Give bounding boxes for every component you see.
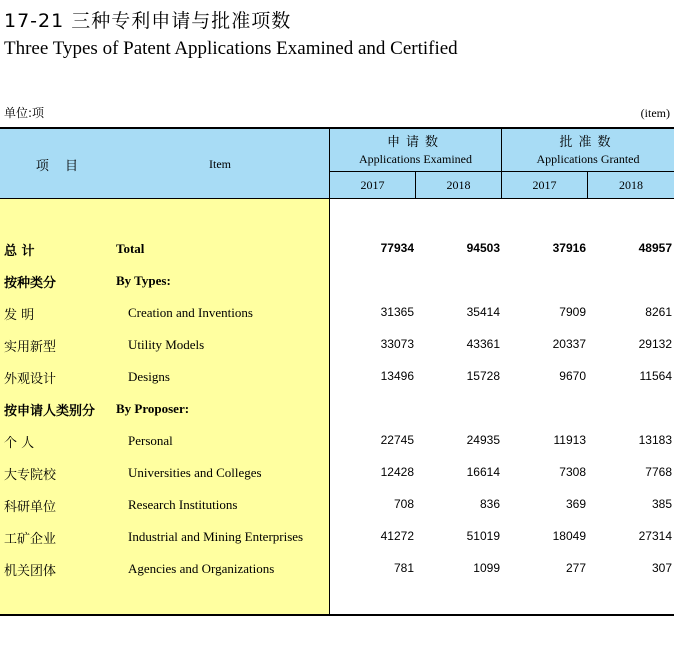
row-label-english: Designs (128, 369, 170, 384)
header-year-granted-2018: 2018 (619, 178, 643, 192)
cell-granted-2018: 385 (651, 497, 672, 511)
row-label-english: Agencies and Organizations (128, 561, 275, 576)
cell-examined-2018: 836 (479, 497, 500, 511)
row-label-chinese: 总 计 (4, 244, 35, 259)
unit-label-english: (item) (640, 106, 670, 120)
table-title-english: Three Types of Patent Applications Examined and Certified (4, 38, 458, 59)
row-label-english: Creation and Inventions (128, 305, 253, 320)
cell-examined-2017: 22745 (380, 433, 414, 447)
header-granted-english: Applications Granted (536, 152, 640, 166)
year-row-rule (330, 171, 674, 172)
cell-granted-2018: 27314 (638, 529, 672, 543)
cell-granted-2017: 7308 (559, 465, 586, 479)
table-row (0, 464, 674, 484)
row-label-english: Total (116, 241, 145, 256)
row-label-english: Research Institutions (128, 497, 238, 512)
row-label-chinese: 按申请人类别分 (4, 404, 96, 419)
cell-examined-2018: 51019 (466, 529, 500, 543)
cell-granted-2017: 369 (565, 497, 586, 511)
cell-granted-2018: 307 (651, 561, 672, 575)
cell-granted-2017: 37916 (552, 241, 586, 255)
header-examined-chinese: 申请数 (386, 135, 444, 150)
cell-granted-2017: 11913 (553, 433, 586, 447)
cell-examined-2018: 43361 (466, 337, 500, 351)
table-title-chinese: 17-21 三种专利申请与批准项数 (4, 10, 292, 32)
row-label-chinese: 工矿企业 (4, 532, 57, 547)
cell-examined-2017: 781 (393, 561, 414, 575)
header-year-examined-2018: 2018 (446, 178, 471, 192)
cell-granted-2017: 18049 (552, 529, 586, 543)
cell-examined-2018: 24935 (466, 433, 500, 447)
table-row (0, 400, 674, 420)
header-granted-chinese: 批准数 (559, 135, 617, 150)
cell-granted-2017: 9670 (559, 369, 586, 383)
table-row (0, 496, 674, 516)
row-label-english: Industrial and Mining Enterprises (128, 529, 304, 544)
cell-examined-2018: 94503 (466, 241, 500, 255)
cell-granted-2017: 277 (565, 561, 586, 575)
cell-examined-2017: 13496 (380, 369, 414, 383)
cell-examined-2018: 15728 (466, 369, 500, 383)
row-label-english: By Types: (116, 273, 171, 288)
table-row (0, 272, 674, 292)
row-label-chinese: 科研单位 (4, 500, 57, 515)
row-label-chinese: 机关团体 (4, 564, 57, 579)
cell-examined-2017: 12428 (380, 465, 414, 479)
cell-examined-2017: 77934 (380, 241, 414, 255)
row-label-english: Universities and Colleges (128, 465, 262, 480)
row-label-english: Utility Models (128, 337, 205, 352)
header-examined-english: Applications Examined (359, 152, 472, 166)
table-row (0, 304, 674, 324)
cell-granted-2017: 7909 (559, 305, 586, 319)
table-top-rule (0, 127, 674, 129)
unit-label-chinese: 单位:项 (4, 106, 45, 120)
cell-granted-2017: 20337 (552, 337, 586, 351)
cell-granted-2018: 48957 (638, 241, 672, 255)
cell-examined-2017: 31365 (380, 305, 414, 319)
header-item-english: Item (209, 157, 231, 171)
cell-examined-2018: 1099 (473, 561, 500, 575)
row-label-chinese: 个 人 (4, 436, 35, 451)
header-year-granted-2017: 2017 (532, 178, 557, 192)
cell-examined-2018: 35414 (466, 305, 500, 319)
row-label-chinese: 实用新型 (4, 340, 57, 355)
cell-examined-2017: 708 (393, 497, 414, 511)
header-year-examined-2017: 2017 (360, 178, 385, 192)
row-label-english: Personal (128, 433, 173, 448)
cell-granted-2018: 13183 (638, 433, 672, 447)
table-row (0, 528, 674, 548)
cell-granted-2018: 29132 (638, 337, 672, 351)
table-bottom-rule (0, 614, 674, 616)
cell-granted-2018: 7768 (645, 465, 672, 479)
cell-granted-2018: 11564 (639, 369, 672, 383)
row-label-chinese: 外观设计 (4, 372, 57, 387)
header-bottom-rule (0, 198, 674, 199)
row-label-chinese: 发 明 (4, 308, 35, 323)
table-row (0, 432, 674, 452)
cell-granted-2018: 8261 (645, 305, 672, 319)
cell-examined-2017: 33073 (380, 337, 414, 351)
table-row (0, 560, 674, 580)
cell-examined-2017: 41272 (380, 529, 414, 543)
table-row (0, 368, 674, 388)
table-row (0, 336, 674, 356)
row-label-chinese: 按种类分 (4, 276, 57, 291)
header-item-chinese: 项 目 (35, 159, 85, 174)
row-label-chinese: 大专院校 (4, 468, 57, 483)
row-label-english: By Proposer: (116, 401, 190, 416)
table-row (0, 240, 674, 260)
cell-examined-2018: 16614 (466, 465, 500, 479)
